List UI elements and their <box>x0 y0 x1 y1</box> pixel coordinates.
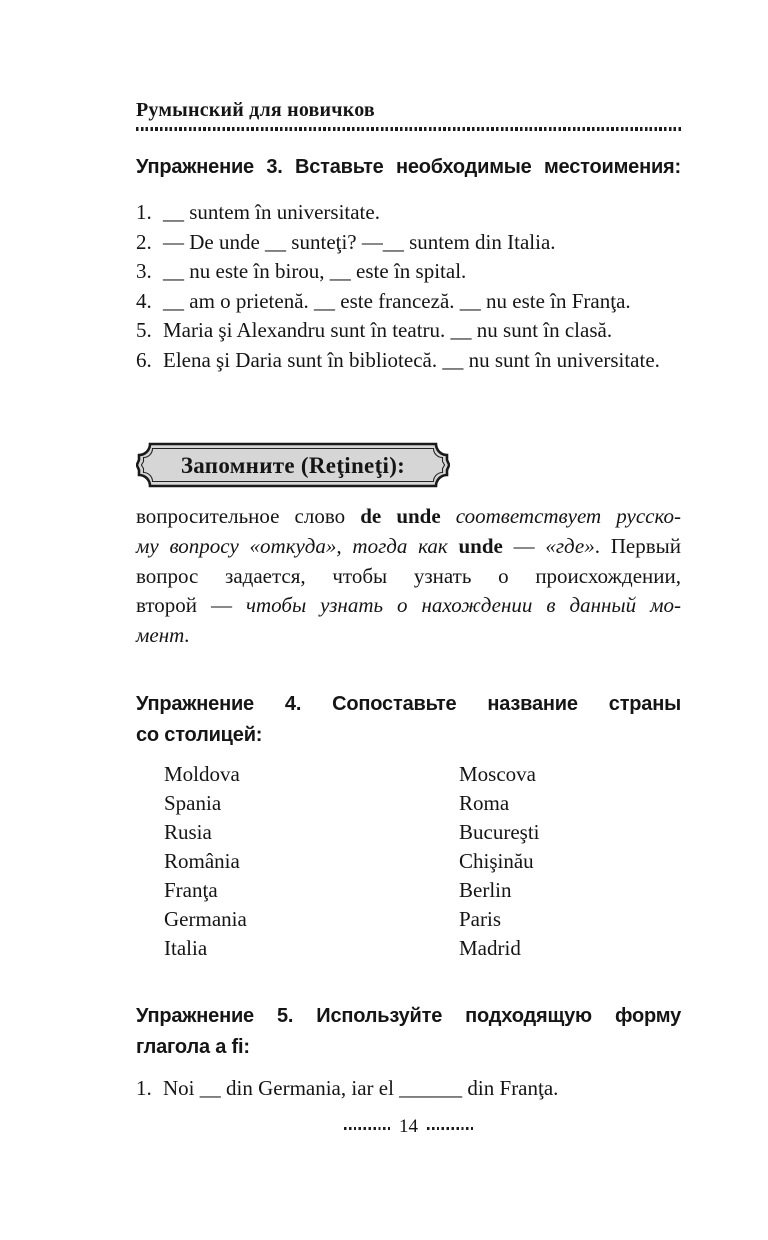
note-line: вопрос задается, чтобы узнать о происхождении, <box>136 563 681 588</box>
country-cell: Franţa <box>164 878 218 902</box>
item-number: 2. <box>136 229 152 254</box>
item-number: 1. <box>136 200 152 224</box>
plaque-label: Запомните (Reţineţi): <box>180 452 406 478</box>
table-row <box>136 934 681 963</box>
page-number: 14 <box>399 1116 418 1137</box>
item-text: __ am o prietenă. __ este franceză. __ nu este în Franţa. <box>163 288 631 313</box>
exercise5-heading-line-2: глагола a fi: <box>136 1036 250 1058</box>
exercise5-heading <box>136 1001 681 1063</box>
exercise4-heading-line-1: Упражнение 4. Сопоставьте название страны <box>136 693 681 715</box>
exercise5-list <box>136 1074 681 1104</box>
grammar-note-paragraph <box>136 502 681 651</box>
item-number: 6. <box>136 347 152 372</box>
table-row <box>136 818 681 847</box>
list-item <box>136 346 681 376</box>
table-row <box>136 847 681 876</box>
table-row <box>136 760 681 789</box>
running-header-title: Румынский для новичков <box>136 99 375 121</box>
item-text: Elena şi Daria sunt în bibliotecă. __ nu sunt în universitate. <box>163 347 660 372</box>
item-number: 3. <box>136 259 152 283</box>
country-cell: România <box>164 849 240 873</box>
footer-dots-right <box>427 1127 473 1130</box>
country-cell: Germania <box>164 907 247 931</box>
capital-cell: Madrid <box>459 936 521 960</box>
country-cell: Moldova <box>164 762 240 786</box>
country-capital-table <box>136 760 681 963</box>
list-item <box>136 198 681 228</box>
capital-cell: Chişinău <box>459 849 534 873</box>
list-item <box>136 228 681 258</box>
capital-cell: Roma <box>459 791 510 815</box>
item-number: 1. <box>136 1076 152 1100</box>
capital-cell: Berlin <box>459 878 512 902</box>
table-row <box>136 876 681 905</box>
exercise3-heading: Упражнение 3. Вставьте необходимые местоимения: <box>136 156 681 178</box>
table-row <box>136 789 681 818</box>
exercise5-heading-line-1: Упражнение 5. Используйте подходящую форму <box>136 1005 681 1027</box>
item-number: 4. <box>136 288 152 313</box>
list-item <box>136 316 681 346</box>
exercise4-heading-line-2: со столицей: <box>136 724 263 746</box>
country-cell: Rusia <box>164 820 212 844</box>
item-text: — De unde __ sunteţi? —__ suntem din Italia. <box>163 229 556 254</box>
note-line: второй — чтобы узнать о нахождении в данный мо- <box>136 593 681 618</box>
list-item <box>136 257 681 287</box>
capital-cell: Bucureşti <box>459 820 540 844</box>
country-cell: Italia <box>164 936 208 960</box>
header-dotted-rule <box>136 127 681 131</box>
item-text: Maria şi Alexandru sunt în teatru. __ nu sunt în clasă. <box>163 318 613 342</box>
capital-cell: Moscova <box>459 762 536 786</box>
item-text: Noi __ din Germania, iar el ______ din Franţa. <box>163 1076 559 1100</box>
exercise4-heading <box>136 689 681 751</box>
note-line: вопросительное слово de unde соответствует русско- <box>136 504 681 528</box>
item-text: __ suntem în universitate. <box>163 200 380 224</box>
table-row <box>136 905 681 934</box>
item-text: __ nu este în birou, __ este în spital. <box>163 259 467 283</box>
note-line: му вопросу «откуда», тогда как unde — «где». Первый <box>136 533 681 558</box>
country-cell: Spania <box>164 791 222 815</box>
item-number: 5. <box>136 318 152 342</box>
memo-plaque <box>136 441 450 489</box>
capital-cell: Paris <box>459 907 501 931</box>
footer-dots-left <box>344 1127 390 1130</box>
page-footer <box>136 1114 681 1140</box>
list-item <box>136 287 681 317</box>
note-line: мент. <box>136 623 190 648</box>
exercise3-list <box>136 198 681 375</box>
list-item <box>136 1074 681 1104</box>
